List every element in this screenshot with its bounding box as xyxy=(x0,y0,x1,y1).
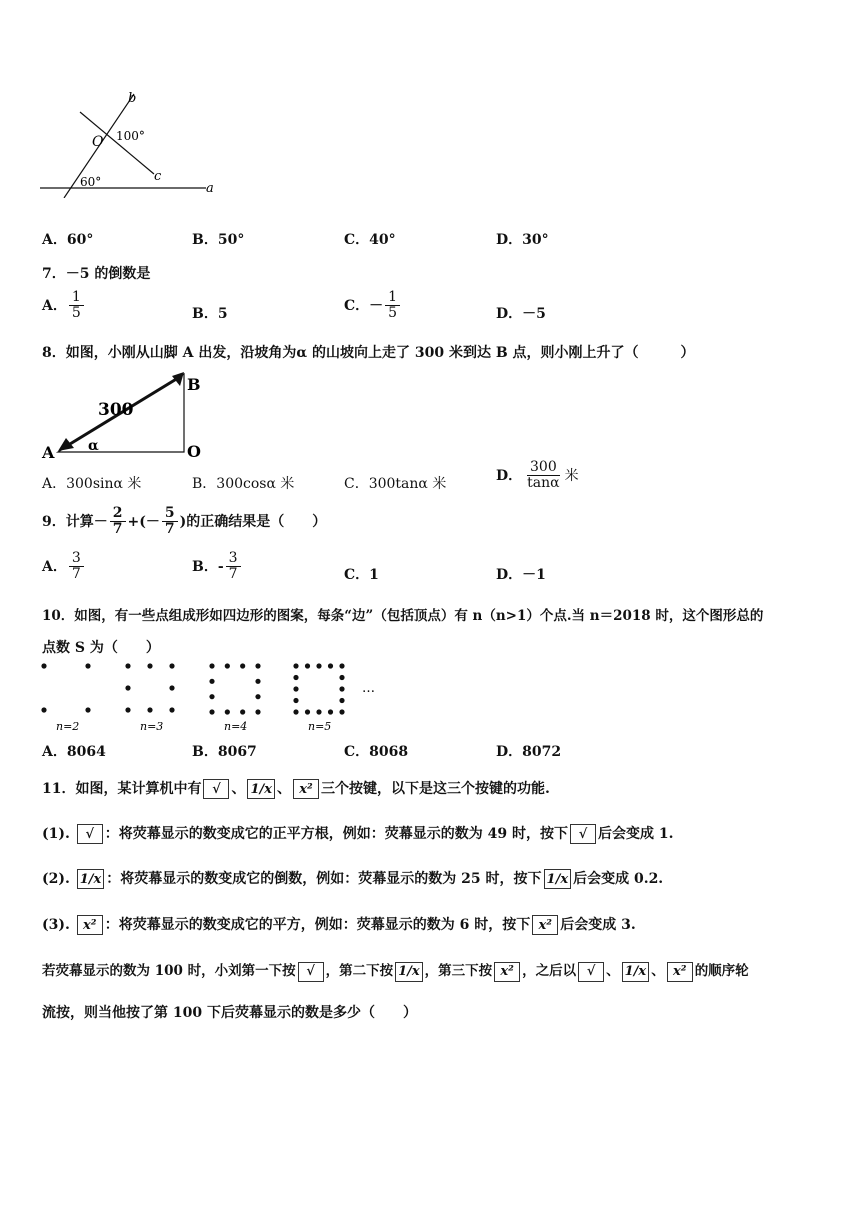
dot xyxy=(293,709,298,714)
q9-a-label: A． xyxy=(42,558,67,575)
angle-alpha: α xyxy=(88,438,99,454)
q8-option-c: C．300tanα 米 xyxy=(344,476,447,492)
point-o: O xyxy=(187,442,201,460)
q7-c-label: C．－ xyxy=(344,297,384,314)
q7-option-d: D．－5 xyxy=(496,306,546,322)
dot-pattern-figure xyxy=(36,658,386,736)
dot xyxy=(147,707,152,712)
rule2-text: ：将荧幕显示的数变成它的倒数，例如：荧幕显示的数为 25 时，按下 xyxy=(106,871,542,887)
label-o: O xyxy=(92,134,104,150)
q9-option-a xyxy=(42,551,86,583)
dot xyxy=(225,709,230,714)
q6-option-c: C．40° xyxy=(344,232,396,248)
dot xyxy=(293,663,298,668)
q9-a-num: 3 xyxy=(69,551,84,567)
dot xyxy=(169,685,174,690)
q9-option-b xyxy=(192,551,243,583)
dot xyxy=(293,675,298,680)
angle-100: 100° xyxy=(116,129,145,143)
dot xyxy=(293,698,298,703)
q8-d-num: 300 xyxy=(527,460,560,476)
label-b: b xyxy=(128,91,137,106)
sep-2: 、 xyxy=(277,781,292,797)
q9-frac2 xyxy=(162,506,178,538)
q9-stem xyxy=(42,506,326,538)
q10-option-a: A．8064 xyxy=(42,744,106,760)
p-part3: ，第三下按 xyxy=(424,963,493,979)
p-part4: ，之后以 xyxy=(522,963,577,979)
reciprocal-key: 1/x xyxy=(247,779,275,799)
dot xyxy=(85,707,90,712)
q11-last-line: 流按，则当他按了第 100 下后荧幕显示的数是多少（ ） xyxy=(42,1005,417,1021)
p-sep1: 、 xyxy=(606,963,620,979)
q7-option-c xyxy=(344,290,402,322)
dot xyxy=(305,709,310,714)
q9-post: )的正确结果是（ ） xyxy=(179,513,327,530)
dot xyxy=(339,675,344,680)
square-key: x² xyxy=(77,915,103,935)
q9-mid: +(－ xyxy=(127,513,160,530)
q7-option-a xyxy=(42,290,86,322)
dot xyxy=(147,663,152,668)
q11-rule-1 xyxy=(42,823,673,844)
q10-stem-line2: 点数 S 为（ ） xyxy=(42,640,160,656)
square-key: x² xyxy=(494,962,520,982)
reciprocal-key: 1/x xyxy=(622,962,650,982)
dot xyxy=(85,663,90,668)
dot xyxy=(169,663,174,668)
sqrt-key: √ xyxy=(298,962,324,982)
q6-option-b: B．50° xyxy=(192,232,245,248)
dot xyxy=(209,663,214,668)
dot xyxy=(255,663,260,668)
dot xyxy=(209,694,214,699)
dot xyxy=(316,663,321,668)
q8-option-d xyxy=(496,460,579,492)
rule1-text: ：将荧幕显示的数变成它的正平方根，例如：荧幕显示的数为 49 时，按下 xyxy=(104,826,568,842)
label-n5: n=5 xyxy=(308,720,332,733)
slope-length: 300 xyxy=(98,400,134,420)
q9-option-c: C．1 xyxy=(344,567,379,583)
square-key: x² xyxy=(667,962,693,982)
q9-a-den: 7 xyxy=(71,566,81,583)
angle-60: 60° xyxy=(80,175,102,189)
q9-n1: 2 xyxy=(110,506,126,522)
q8-d-label: D． xyxy=(496,467,523,484)
q11-paragraph xyxy=(42,959,749,982)
rule3-text: ：将荧幕显示的数变成它的平方，例如：荧幕显示的数为 6 时，按下 xyxy=(104,917,531,933)
q8-d-unit: 米 xyxy=(564,467,579,484)
label-n3: n=3 xyxy=(140,720,164,733)
rule1-num: (1). xyxy=(42,826,70,842)
q9-n2: 5 xyxy=(162,506,178,522)
sqrt-key: √ xyxy=(570,824,596,844)
dot xyxy=(209,709,214,714)
dot xyxy=(125,663,130,668)
p-part2: ，第二下按 xyxy=(325,963,394,979)
reciprocal-key: 1/x xyxy=(77,869,105,889)
q11-intro-pre: 11．如图，某计算机中有 xyxy=(42,781,202,797)
q8-d-fraction xyxy=(524,460,562,492)
rule3-end: 后会变成 3. xyxy=(560,917,636,933)
q8-option-b: B．300cosα 米 xyxy=(192,476,295,492)
dot xyxy=(328,709,333,714)
angle-figure xyxy=(36,88,226,198)
q9-b-den: 7 xyxy=(228,566,238,583)
q7-a-den: 5 xyxy=(71,305,81,322)
dot xyxy=(339,709,344,714)
dot xyxy=(339,698,344,703)
rule3-num: (3). xyxy=(42,917,70,933)
q7-stem: 7．－5 的倒数是 xyxy=(42,266,151,282)
p-part1: 若荧幕显示的数为 100 时，小刘第一下按 xyxy=(42,963,296,979)
q7-c-num: 1 xyxy=(385,290,400,306)
dot xyxy=(328,663,333,668)
q9-pre: 9．计算－ xyxy=(42,513,108,530)
q7-option-b: B．5 xyxy=(192,306,228,322)
reciprocal-key: 1/x xyxy=(544,869,572,889)
dot xyxy=(41,707,46,712)
q8-stem: 8．如图，小刚从山脚 A 出发，沿坡角为α 的山坡向上走了 300 米到达 B 点，则小刚上升了（ ） xyxy=(42,345,695,361)
q9-frac1 xyxy=(110,506,126,538)
q7-c-den: 5 xyxy=(388,305,398,322)
q7-a-fraction xyxy=(69,290,84,322)
dot xyxy=(169,707,174,712)
dot xyxy=(316,709,321,714)
label-n2: n=2 xyxy=(56,720,80,733)
rule2-num: (2). xyxy=(42,871,70,887)
q9-d2: 7 xyxy=(164,521,175,538)
q7-a-num: 1 xyxy=(69,290,84,306)
q9-option-d: D．－1 xyxy=(496,567,546,583)
dot xyxy=(125,685,130,690)
dots-ellipsis: … xyxy=(362,681,375,696)
q10-option-d: D．8072 xyxy=(496,744,562,760)
q7-a-label: A． xyxy=(42,297,67,314)
reciprocal-key: 1/x xyxy=(395,962,423,982)
q9-a-fraction xyxy=(69,551,84,583)
rule1-end: 后会变成 1. xyxy=(597,826,674,842)
p-part5: 的顺序轮 xyxy=(694,963,749,979)
dot xyxy=(240,709,245,714)
q9-b-label: B．- xyxy=(192,558,224,575)
dot xyxy=(255,679,260,684)
label-n4: n=4 xyxy=(224,720,248,733)
q10-stem-line1: 10．如图，有一些点组成形如四边形的图案，每条“边”（包括顶点）有 n（n>1）个点.当 n＝2018 时，这个图形总的 xyxy=(42,608,764,624)
q10-option-c: C．8068 xyxy=(344,744,409,760)
square-key: x² xyxy=(532,915,558,935)
label-a: a xyxy=(206,181,214,196)
rule2-end: 后会变成 0.2. xyxy=(573,871,664,887)
dot xyxy=(255,709,260,714)
label-c: c xyxy=(154,169,162,184)
slope-figure xyxy=(40,368,210,460)
q11-intro xyxy=(42,778,550,799)
dot xyxy=(339,663,344,668)
q11-rule-3 xyxy=(42,914,636,935)
q6-option-d: D．30° xyxy=(496,232,549,248)
dot xyxy=(339,686,344,691)
q8-d-den: tanα xyxy=(527,475,560,492)
q11-intro-post: 三个按键，以下是这三个按键的功能. xyxy=(321,781,550,797)
q9-d1: 7 xyxy=(112,521,123,538)
q11-rule-2 xyxy=(42,868,663,889)
dot xyxy=(125,707,130,712)
p-sep2: 、 xyxy=(651,963,665,979)
dot xyxy=(41,663,46,668)
sqrt-key: √ xyxy=(77,824,103,844)
point-a: A xyxy=(42,443,55,460)
dot xyxy=(293,686,298,691)
dot xyxy=(209,679,214,684)
sqrt-key: √ xyxy=(203,779,229,799)
dot xyxy=(255,694,260,699)
point-b: B xyxy=(187,375,201,394)
square-key: x² xyxy=(293,779,319,799)
sep-1: 、 xyxy=(231,781,246,797)
q9-b-fraction xyxy=(226,551,241,583)
sqrt-key: √ xyxy=(578,962,604,982)
q10-option-b: B．8067 xyxy=(192,744,257,760)
dot xyxy=(240,663,245,668)
dot xyxy=(225,663,230,668)
q7-c-fraction xyxy=(385,290,400,322)
q6-option-a: A．60° xyxy=(42,232,94,248)
dot xyxy=(305,663,310,668)
q9-b-num: 3 xyxy=(226,551,241,567)
q8-option-a: A．300sinα 米 xyxy=(42,476,142,492)
